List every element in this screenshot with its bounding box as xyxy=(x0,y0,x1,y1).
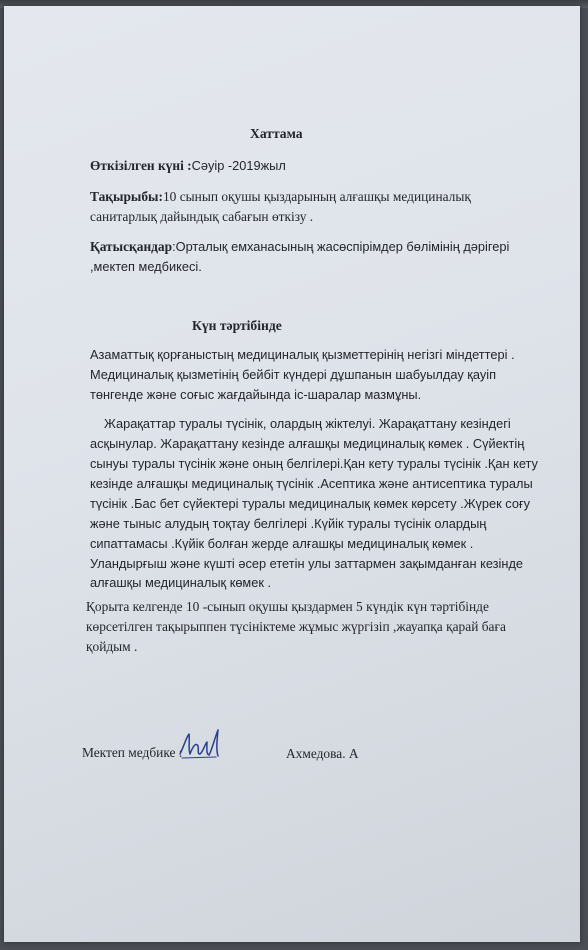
document-page xyxy=(4,6,580,942)
conclusion-line: қойдым . xyxy=(86,639,138,654)
participants-text-1: :Орталық емханасының жасөспірімдер бөлімінің дәрігері xyxy=(172,239,510,254)
conclusion-line: Қорыта келгенде 10 -сынып оқушы қыздармен 5 күндік күн тәртібінде xyxy=(86,599,489,614)
handwritten-signature xyxy=(176,724,228,764)
agenda-para2-line: Уландырғыш және күшті әсер ететін улы заттармен зақымданған кезінде xyxy=(90,556,524,571)
topic-text-1: 10 сынып оқушы қыздарының алғашқы медициналық xyxy=(162,189,471,204)
agenda-para2-line: Жарақаттар туралы түсінік, олардың жіктелуі. Жарақаттану кезіндегі xyxy=(104,416,511,431)
agenda-para2-line: сипаттамасы .Күйік болған жерде алғашқы медициналық көмек . xyxy=(90,536,474,551)
agenda-para1-line: төнгенде және соғыс жағдайында іс-шаралар мазмұны. xyxy=(90,387,422,402)
topic-line-2: санитарлық дайындық сабағын өткізу . xyxy=(90,209,314,224)
participants-label: Қатысқандар xyxy=(90,239,173,254)
topic-label: Тақырыбы: xyxy=(90,189,163,204)
agenda-para2-line: асқынулар. Жарақаттану кезінде алғашқы медициналық көмек . Сүйектің xyxy=(90,436,525,451)
conclusion-line: көрсетілген тақырыппен түсініктеме жұмыс жүргізіп ,жауапқа қарай баға xyxy=(86,619,506,634)
agenda-para1-line: Азаматтық қорғаныстың медициналық қызметтерінің негізгі міндеттері . xyxy=(90,347,515,362)
date-label: Өткізілген күні : xyxy=(90,158,192,173)
signer-role: Мектеп медбике : xyxy=(82,745,183,760)
date-line xyxy=(90,156,286,175)
participants-line-2: ,мектеп медбикесі. xyxy=(90,259,202,274)
agenda-title: Күн тәртібінде xyxy=(192,318,282,333)
agenda-para2-line: кезінде алғашқы медициналық түсінік .Асептика және антисептика туралы xyxy=(90,476,533,491)
agenda-para2-line: және тыныс алудың тоқтау белгілері .Күйік туралы түсінік олардың xyxy=(90,516,487,531)
document-title: Хаттама xyxy=(250,126,303,141)
signer-name: Ахмедова. А xyxy=(286,746,359,761)
topic-line-1 xyxy=(90,187,471,206)
agenda-para2-line: алғашқы медициналық көмек . xyxy=(90,575,272,590)
date-value: Сәуір -2019жыл xyxy=(191,158,286,173)
agenda-para2-line: сынуы туралы түсінік және оның белгілері.Қан кету туралы түсінік .Қан кету xyxy=(90,456,538,471)
agenda-para2-line: түсінік .Бас бет сүйектері туралы медициналық көмек көрсету .Жүрек соғу xyxy=(90,496,531,511)
participants-line-1 xyxy=(90,237,509,256)
agenda-para1-line: Медициналық қызметінің бейбіт күндері дұшпанын шабуылдау қауіп xyxy=(90,367,497,382)
